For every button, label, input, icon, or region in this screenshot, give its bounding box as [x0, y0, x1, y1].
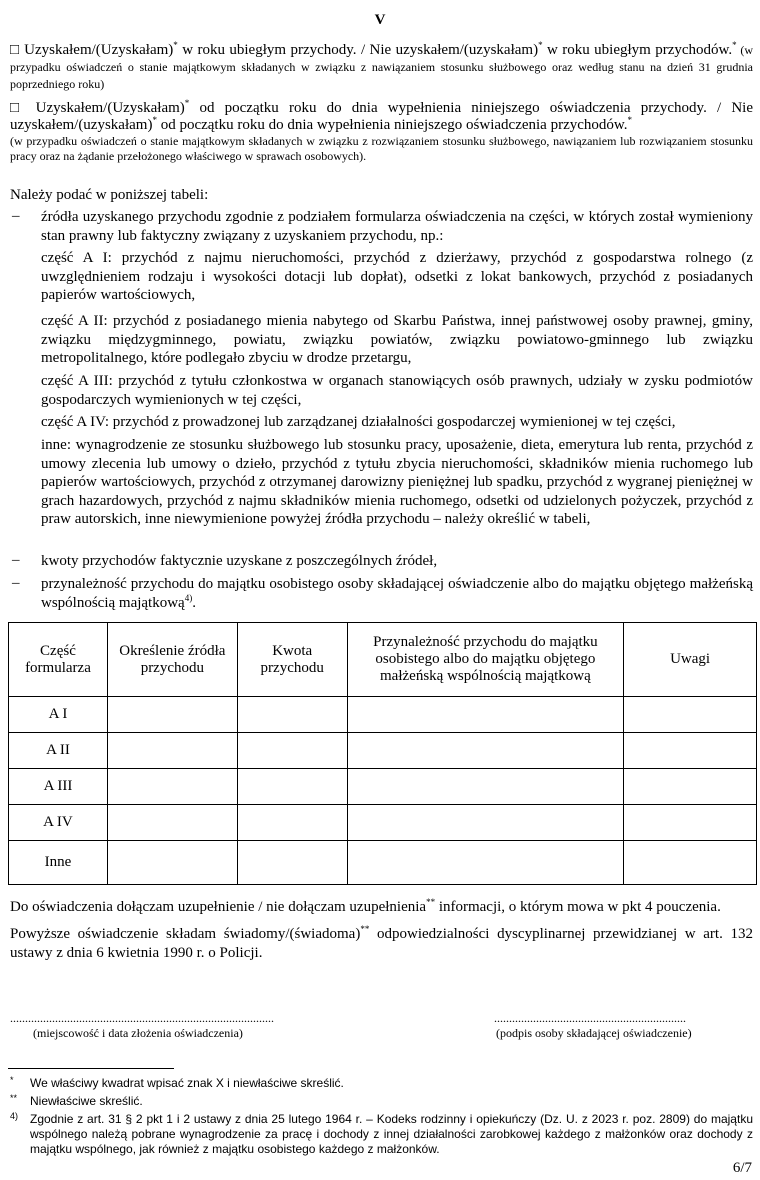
header-part: Część formularza [9, 623, 108, 697]
source-cell[interactable] [107, 841, 237, 885]
ownership-cell[interactable] [347, 733, 624, 769]
income-table [8, 622, 757, 885]
bullet-ownership: przynależność przychodu do majątku osobistego osoby składającej oświadczenie albo do majątku objętego małżeńską wspólnością majątkową$^{4)}$. [41, 576, 753, 611]
header-source: Określenie źródła przychodu [107, 623, 237, 697]
remarks-cell[interactable] [624, 733, 757, 769]
part-a-ii: część A II: przychód z posiadanego mienia nabytego od Skarbu Państwa, innej państwowej osoby prawnej, gminy, związku międzygminnego, powiatu, związku powiatów, związku powiatowo-gminnego lub związku metropolitalnego, które podlegało zbyciu w drodze przetargu, [41, 313, 753, 366]
dash-bullet: – [12, 208, 20, 224]
row-label: Inne [9, 841, 108, 885]
part-a-i: część A I: przychód z najmu nieruchomości, przychód z dzierżawy, przychód z gospodarstwa rolnego (z uwzględnieniem rodzaju i wysokości dotacji lub dopłat), odsetki z lokat bankowych, przychód z posiadanych papierów wartościowych, [41, 250, 753, 303]
footnote-1: * We właściwy kwadrat wpisać znak X i niewłaściwe skreślić. [10, 1075, 344, 1090]
source-cell[interactable] [107, 769, 237, 805]
row-label: A III [9, 769, 108, 805]
footnote-divider [8, 1068, 174, 1069]
table-header-row [9, 623, 757, 697]
row-label: A IV [9, 805, 108, 841]
amount-cell[interactable] [237, 769, 347, 805]
checkbox1-note: (w przypadku oświadczeń o stanie majątkowym składanych w związku z nawiązaniem stosunku służbowego oraz według stanu na dzień 31 grudnia poprzedniego roku) [10, 43, 753, 91]
bullet-amounts: kwoty przychodów faktycznie uzyskane z poszczególnych źródeł, [41, 553, 438, 569]
amount-cell[interactable] [237, 805, 347, 841]
part-a-iii: część A III: przychód z tytułu członkostwa w organach stanowiących osób prawnych, udziały w zysku podmiotów gospodarczych wymienionych w tej części, [41, 373, 753, 408]
amount-cell[interactable] [237, 733, 347, 769]
dash-bullet: – [12, 575, 20, 591]
intro-text: Należy podać w poniższej tabeli: [10, 187, 209, 203]
checkbox-statement-current-year: □ Uzyskałem/(Uzyskałam)* od początku roku do dnia wypełnienia niniejszego oświadczenia przychody. / Nie uzyskałem/(uzyskałam)* od początku roku do dnia wypełnienia niniejszego oświadczenia przychodów.* (w przypadku oświadczeń o stanie majątkowym składanych w związku z rozwiązaniem stosunku służbowego, nawiązaniem lub rozwiązaniem stosunku pracy oraz na żądanie przełożonego właściwego w sprawach osobowych). [10, 98, 754, 163]
remarks-cell[interactable] [624, 841, 757, 885]
checkbox-current-year[interactable]: □ [10, 100, 26, 116]
table-row [9, 841, 757, 885]
source-cell[interactable] [107, 733, 237, 769]
section-title: V [374, 12, 386, 28]
ownership-cell[interactable] [347, 841, 624, 885]
footnote-2: ** Niewłaściwe skreślić. [10, 1093, 143, 1108]
attachment-text[interactable]: Do oświadczenia dołączam uzupełnienie / nie dołączam uzupełnienia [10, 899, 427, 915]
declaration-statement: Powyższe oświadczenie składam świadomy/(świadoma)** odpowiedzialności dyscyplinarnej przewidzianej w art. 132 ustawy z dnia 6 kwietnia 1990 r. o Policji. [10, 924, 753, 961]
signature-line[interactable]: ................................................................ [494, 1011, 686, 1025]
checkbox-previous-year[interactable]: □ [10, 42, 20, 58]
checkbox2-note: (w przypadku oświadczeń o stanie majątkowym składanych w związku z rozwiązaniem stosunku służbowego, nawiązaniem lub rozwiązaniem stosunku pracy oraz na żądanie przełożonego właściwego w sprawach osobowych). [10, 134, 753, 163]
source-cell[interactable] [107, 805, 237, 841]
amount-cell[interactable] [237, 841, 347, 885]
footnote-4: 4) Zgodnie z art. 31 § 2 pkt 1 i 2 ustawy z dnia 25 lutego 1964 r. – Kodeks rodzinny i opiekuńczy (Dz. U. z 2023 r. poz. 2809) do majątku wspólnego należą pobrane wynagrodzenie za pracę i dochody z innej działalności zarobkowej każdego z małżonków oraz dochody z majątku wspólnego, jak również z majątku osobistego każdego z małżonków. [10, 1111, 753, 1156]
checkbox-statement-previous-year: □ Uzyskałem/(Uzyskałam)* w roku ubiegłym przychody. / Nie uzyskałem/(uzyskałam)* w roku ubiegłym przychodów.* (w przypadku oświadczeń o stanie majątkowym składanych w związku z nawiązaniem stosunku służbowego oraz według stanu na dzień 31 grudnia poprzedniego roku) [10, 40, 753, 91]
header-amount: Kwota przychodu [237, 623, 347, 697]
dash-bullet: – [12, 552, 20, 568]
source-cell[interactable] [107, 697, 237, 733]
remarks-cell[interactable] [624, 805, 757, 841]
header-ownership: Przynależność przychodu do majątku osobistego albo do majątku objętego małżeńską wspólnością majątkową [347, 623, 624, 697]
remarks-cell[interactable] [624, 769, 757, 805]
table-row [9, 733, 757, 769]
place-date-caption: (miejscowość i data złożenia oświadczenia) [33, 1026, 243, 1040]
page-number: 6/7 [732, 1160, 752, 1176]
part-other: inne: wynagrodzenie ze stosunku służbowego lub stosunku pracy, uposażenie, dieta, emerytura lub renta, przychód z umowy zlecenia lub umowy o dzieło, przychód z tytułu zbycia nieruchomości, składników mienia ruchomego lub papierów wartościowych, przychód z otrzymanej darowizny pieniężnej lub spadku, przychód z wygranej pieniężnej w grach hazardowych, przychód z najmu składników mienia ruchomego, odsetki od udzielonych pożyczek, przychód z praw autorskich, inne niewymienione powyżej źródła przychodu – należy określić w tabeli, [41, 437, 753, 527]
table-row [9, 697, 757, 733]
signature-caption: (podpis osoby składającej oświadczenie) [496, 1026, 692, 1040]
part-a-iv: część A IV: przychód z prowadzonej lub zarządzanej działalności gospodarczej wymienionej w tej części, [41, 414, 676, 430]
ownership-cell[interactable] [347, 697, 624, 733]
ownership-cell[interactable] [347, 769, 624, 805]
table-row [9, 805, 757, 841]
remarks-cell[interactable] [624, 697, 757, 733]
ownership-cell[interactable] [347, 805, 624, 841]
amount-cell[interactable] [237, 697, 347, 733]
row-label: A II [9, 733, 108, 769]
row-label: A I [9, 697, 108, 733]
header-remarks: Uwagi [624, 623, 757, 697]
attachment-statement: Do oświadczenia dołączam uzupełnienie / nie dołączam uzupełnienia** informacji, o którym mowa w pkt 4 pouczenia. [10, 897, 721, 915]
place-date-line[interactable]: ........................................................................................ [10, 1011, 274, 1025]
bullet-sources: źródła uzyskanego przychodu zgodnie z podziałem formularza oświadczenia na części, w których został wymieniony stan prawny lub faktyczny związany z uzyskaniem przychodu, np.: [41, 209, 753, 244]
table-row [9, 769, 757, 805]
